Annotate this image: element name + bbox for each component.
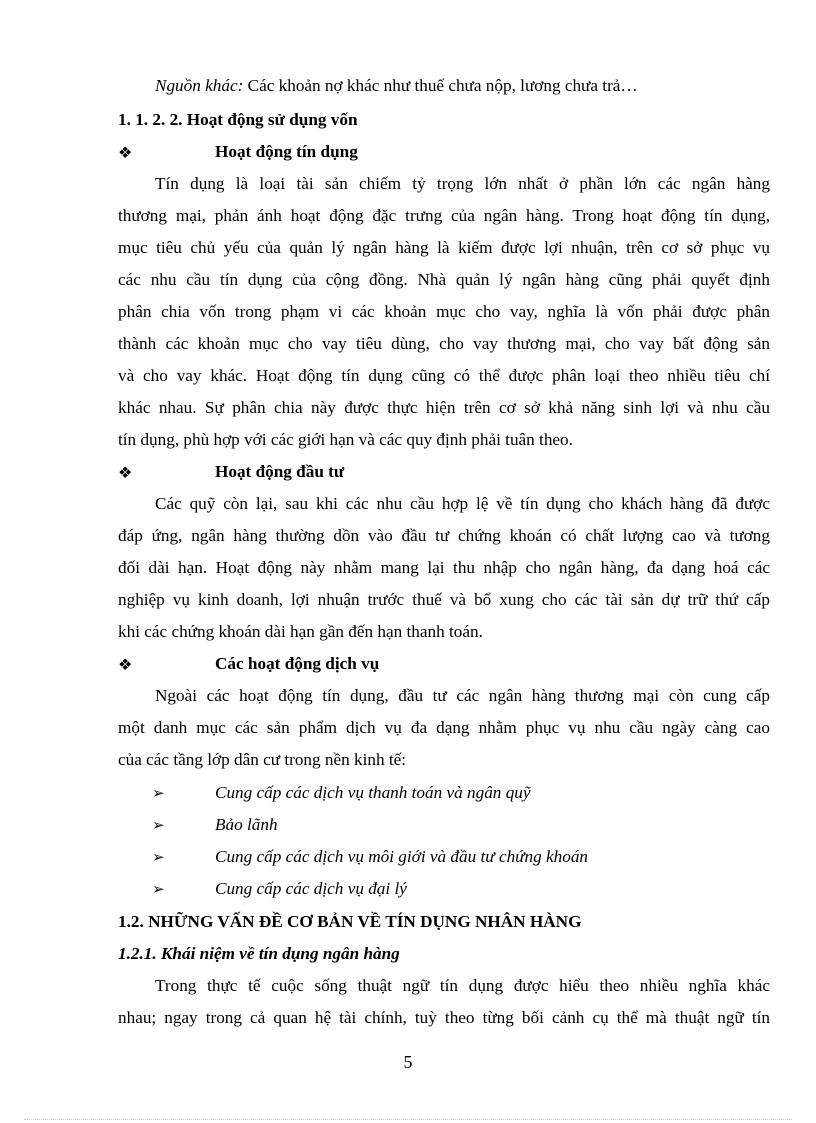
paragraph-line: một danh mục các sản phẩm dịch vụ đa dạng nhằm phục vụ nhu cầu ngày càng cao [118, 718, 770, 737]
heading-credit-basics: 1.2. NHỮNG VẤN ĐỀ CƠ BẢN VỀ TÍN DỤNG NHÂN HÀNG [118, 912, 582, 931]
heading-capital-use: 1. 1. 2. 2. Hoạt động sử dụng vốn [118, 110, 358, 129]
paragraph-line: thành các khoản mục cho vay tiêu dùng, cho vay thương mại, cho vay bất động sản [118, 334, 770, 353]
paragraph-line: và cho vay khác. Hoạt động tín dụng cũng có thể được phân loại theo nhiều tiêu chí [118, 366, 770, 385]
page-bottom-divider [24, 1119, 792, 1120]
service-bullet-item: Cung cấp các dịch vụ đại lý [215, 879, 407, 898]
section-invest-title: Hoạt động đầu tư [215, 462, 345, 481]
diamond-bullet-icon: ❖ [118, 657, 133, 674]
diamond-bullet-icon: ❖ [118, 145, 133, 162]
diamond-bullet-icon: ❖ [118, 465, 133, 482]
paragraph-line: Tín dụng là loại tài sản chiếm tỷ trọng lớn nhất ở phần lớn các ngân hàng [155, 174, 770, 193]
page-number: 5 [403, 1052, 413, 1072]
other-sources-label: Nguồn khác: [155, 76, 244, 95]
section-credit-title: Hoạt động tín dụng [215, 142, 358, 161]
paragraph-line: nghiệp vụ kinh doanh, lợi nhuận trước thuế và bổ xung cho các tài sản dự trữ thứ cấp [118, 590, 770, 609]
paragraph-line: thương mại, phản ánh hoạt động đặc trưng của ngân hàng. Trong hoạt động tín dụng, [118, 206, 770, 225]
paragraph-line: của các tầng lớp dân cư trong nền kinh tế: [118, 750, 407, 769]
other-sources-text: Các khoản nợ khác như thuế chưa nộp, lương chưa trả… [243, 76, 638, 95]
other-sources-line [155, 76, 638, 96]
arrow-bullet-icon: ➢ [152, 850, 165, 866]
paragraph-line: mục tiêu chủ yếu của quản lý ngân hàng là kiếm được lợi nhuận, trên cơ sở phục vụ [118, 238, 770, 257]
arrow-bullet-icon: ➢ [152, 818, 165, 834]
arrow-bullet-icon: ➢ [152, 882, 165, 898]
paragraph-line: Trong thực tế cuộc sống thuật ngữ tín dụng được hiểu theo nhiều nghĩa khác [155, 976, 770, 995]
service-bullet-item: Cung cấp các dịch vụ môi giới và đầu tư chứng khoán [215, 847, 589, 866]
paragraph-line: các nhu cầu tín dụng của cộng đồng. Nhà quản lý ngân hàng cũng phải quyết định [118, 270, 770, 289]
paragraph-line: khi các chứng khoán dài hạn gần đến hạn thanh toán. [118, 622, 483, 641]
service-bullet-item: Cung cấp các dịch vụ thanh toán và ngân quỹ [215, 783, 531, 802]
arrow-bullet-icon: ➢ [152, 786, 165, 802]
paragraph-line: tín dụng, phù hợp với các giới hạn và các quy định phải tuân theo. [118, 430, 573, 449]
paragraph-line: phân chia vốn trong phạm vi các khoản mục cho vay, nghĩa là vốn phải được phân [118, 302, 770, 321]
heading-credit-concept: 1.2.1. Khái niệm về tín dụng ngân hàng [118, 944, 400, 963]
paragraph-line: nhau; ngay trong cả quan hệ tài chính, tuỳ theo từng bối cảnh cụ thể mà thuật ngữ tín [118, 1008, 770, 1027]
paragraph-line: Các quỹ còn lại, sau khi các nhu cầu hợp lệ về tín dụng cho khách hàng đã được [155, 494, 770, 513]
paragraph-line: đối dài hạn. Hoạt động này nhằm mang lại thu nhập cho ngân hàng, đa dạng hoá các [118, 558, 770, 577]
service-bullet-item: Bảo lãnh [215, 815, 278, 834]
paragraph-line: khác nhau. Sự phân chia này được thực hiện trên cơ sở khả năng sinh lợi và nhu cầu [118, 398, 770, 417]
section-service-title: Các hoạt động dịch vụ [215, 654, 380, 673]
paragraph-line: Ngoài các hoạt động tín dụng, đầu tư các ngân hàng thương mại còn cung cấp [155, 686, 770, 705]
paragraph-line: đáp ứng, ngân hàng thường dồn vào đầu tư chứng khoán có chất lượng cao và tương [118, 526, 770, 545]
